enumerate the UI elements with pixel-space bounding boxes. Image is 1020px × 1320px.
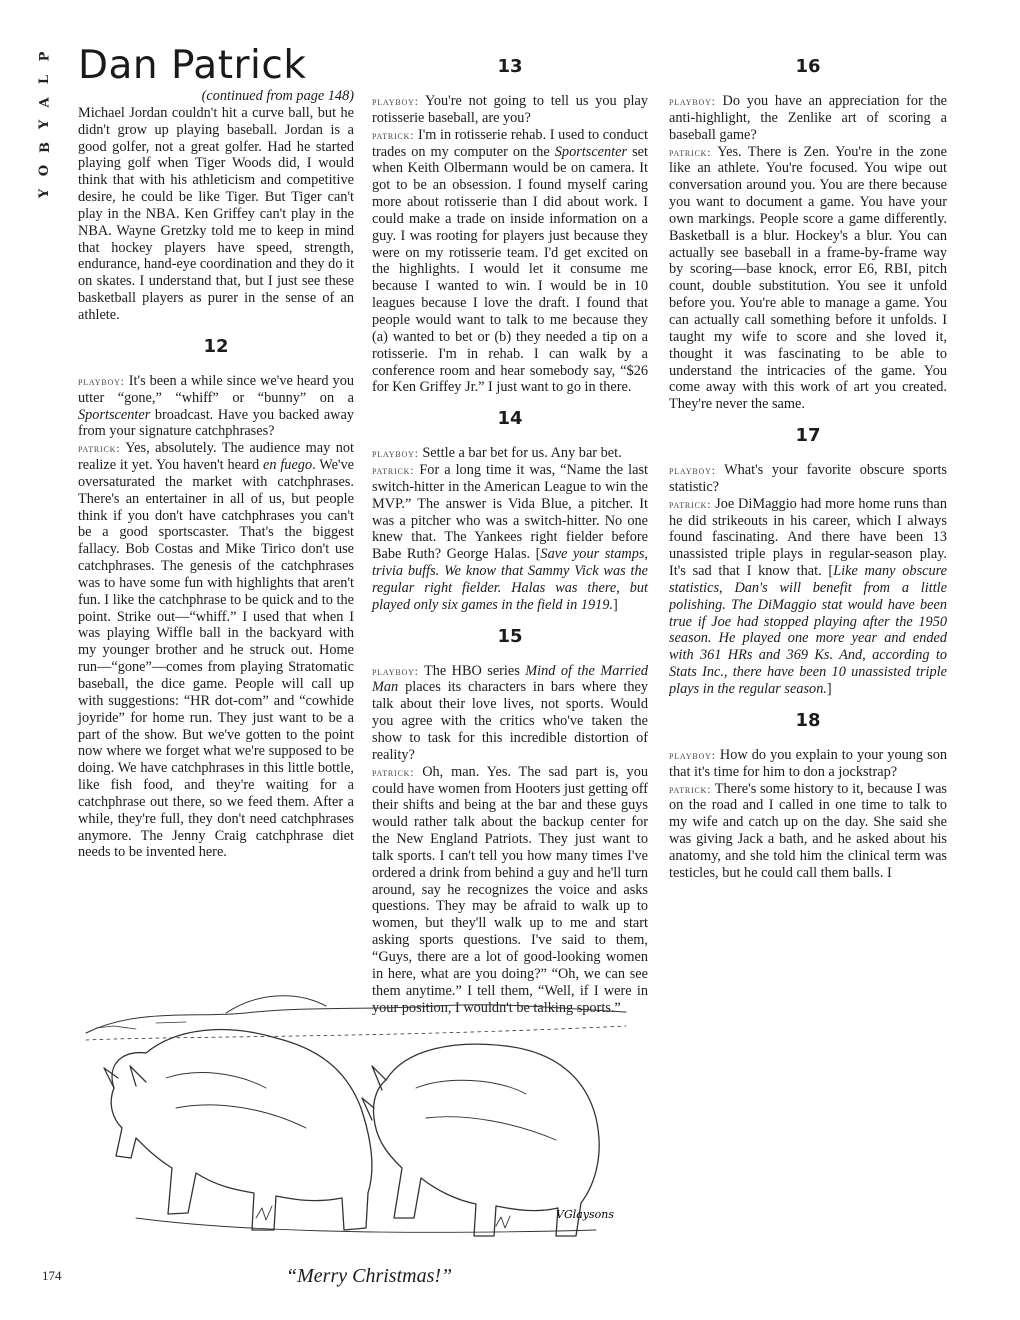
speaker-playboy: playboy: (669, 463, 716, 478)
answer-text-part: set when Keith Olbermann would be on camera. It got to be an obsession. I found myself caring more about rotisserie than I did about work. I could make a trade on inside information on a guy. I was rooting for players just because they were on my rotisserie team. I'd get excited on the highlights. I would let it consume me because I wanted to win. I would be in 10 leagues because I love the draft. I found that people would want to talk to me because they (a) wanted to bet or (b) they needed a tip on a rotisserie. I'm in rehab. I can walk by a conference room and hear somebody say, “$26 for Ken Griffey Jr.” I just want to go in there. (372, 143, 648, 396)
speaker-patrick: patrick: (372, 463, 415, 478)
masthead-letter: Y (37, 120, 53, 130)
question-16 (669, 93, 947, 413)
speaker-playboy: playboy: (372, 663, 419, 678)
question-number-15: 15 (497, 625, 523, 647)
speaker-patrick: patrick: (372, 127, 415, 142)
speaker-playboy: playboy: (669, 747, 716, 762)
question-number-16: 16 (795, 56, 821, 77)
speaker-playboy: playboy: (372, 446, 419, 461)
question-17 (669, 462, 947, 698)
body-paragraph: Michael Jordan couldn't hit a curve ball, but he didn't grow up playing baseball. Jordan is a good golfer, not a great golfer. Had he started playing golf when Tiger Woods did, I would think that with his athleticism and competitive desire, he could be like Tiger. But Tiger can't play in the NBA. Ken Griffey can't play in the NBA. Wayne Gretzky told me to keep in mind that hockey players have speed, strength, endurance, hand-eye coordination and they do it on skates. I understand that, but I just see these basketball players as purer in the sense of an athlete. (78, 104, 354, 323)
answer-17-text (669, 496, 947, 698)
speaker-playboy: playboy: (372, 94, 419, 108)
answer-18-text (669, 781, 947, 882)
answer-14-text (372, 462, 648, 614)
masthead-letter: P (37, 51, 53, 62)
title-italic: Sportscenter (554, 143, 628, 160)
question-13 (372, 93, 648, 396)
magazine-vertical-masthead (30, 50, 60, 200)
speaker-patrick: patrick: (669, 496, 712, 511)
speaker-playboy: playboy: (78, 373, 125, 388)
question-17-text (669, 462, 947, 496)
question-12-text: playboy: It's been a while since we've heard you utter “gone,” “whiff” or “bunny” on a Sportscenter broadcast. Have you backed away from your signature catchphrases? (78, 372, 354, 440)
question-number-18: 18 (795, 709, 821, 731)
masthead-letter: Y (37, 188, 53, 199)
question-number-13: 13 (497, 56, 523, 77)
question-text-part: Settle a bar bet for us. Any bar bet. (418, 445, 622, 462)
masthead-letter: B (37, 142, 53, 154)
answer-text-part: Yes. There is Zen. You're in the zone like an athlete. You're focused. You wipe out conversation around you. You are there because you want to document a game. You have your own markings. People score a game differently. Basketball is a blur. Hockey's a blur. You can actually see baseball in a frame-by-frame way by scoring—base knock, error E6, RBI, pitch count, double substitution. You see it unfold before you. You're able to manage a game. You can actually call something before it unfolds. I taught my wife to score and she loved it, thought it was fascinating to be able to understand the intricacies of the game. You come away with this work of art you created. They're never the same. (669, 143, 947, 413)
question-15 (372, 663, 648, 1017)
article-title: Dan Patrick (78, 43, 307, 88)
question-12 (78, 373, 354, 861)
speaker-patrick: patrick: (78, 441, 121, 456)
answer-12-text: patrick: Yes, absolutely. The audience may not realize it yet. You haven't heard en fuego. We've oversaturated the market with catchphrases. There's an entertainer in all of us, but people think if you don't have catchphrases you can't be a good sportscaster. That's the biggest fallacy. Bob Costas and Mike Tirico don't use catchphrases. The genesis of the catchphrases was to have some fun with highlights that aren't fun. I like the catchphrase to be quick and to the point. Strike out—“whiff.” I used that when I was playing Wiffle ball in the backyard with my younger brother and he struck out. Home run—“gone”—comes from playing Stratomatic baseball, the dice game. People will call up with suggestions: “HR dot-com” and “cowhide joyride” for home run. They just want to be a part of the show. But we've gotten to the point now where we forget what we're supposed to be doing. We have catchphrases in this little bottle, like fish food, and they're waiting for a catchphrase out there, so we feed them. After a while, they're full, they don't need catchphrases anymore. The Jenny Craig catchphrase diet needs to be invented here. (78, 440, 354, 861)
speaker-playboy: playboy: (669, 94, 716, 108)
title-italic: Mind of the Married Man (372, 662, 648, 696)
editor-note: Save your stamps, trivia buffs. We know that Sammy Vick was the regular right fielder. Halas was there, but played only six games in the field in 1919. (372, 546, 649, 613)
answer-text-part: Joe DiMaggio had more home runs than he did strikeouts in his career, which I always found fascinating. And there have been 13 unassisted triple plays in regular-season play. It's sad that I know that. [ (669, 495, 947, 580)
question-18-text (669, 747, 947, 781)
question-number-14: 14 (497, 408, 523, 430)
question-16-text (669, 93, 947, 144)
question-13-text (372, 93, 648, 127)
column-3 (669, 44, 947, 1294)
question-text-part: What's your favorite obscure sports statistic? (669, 462, 947, 495)
question-14-text (372, 445, 648, 462)
question-number-12: 12 (203, 335, 229, 357)
speaker-patrick: patrick: (669, 781, 712, 796)
artist-signature: VGlaysons (556, 1208, 615, 1221)
masthead-letter: A (37, 97, 53, 108)
question-text-part: The HBO series (418, 662, 526, 679)
answer-13-text (372, 127, 648, 397)
question-15-text (372, 663, 648, 764)
cartoon-caption: “Merry Christmas!” (286, 1265, 453, 1287)
masthead-letter: L (37, 74, 53, 84)
editor-note: Like many obscure statistics, Dan's will benefit from a little polishing. The DiMaggio stat would have been true if Joe had stopped playing after the 1950 season. He played one more year and ended with 361 HRs and 369 Ks. And, according to Stats Inc., there have been 10 unassisted triple plays in the regular season. (669, 563, 947, 697)
question-text-part: How do you explain to your young son that it's time for him to don a jockstrap? (669, 746, 947, 780)
column-1 (78, 44, 354, 861)
question-text-part: You're not going to tell us you play rotisserie baseball, are you? (372, 93, 648, 126)
masthead-letter: O (37, 164, 53, 177)
speaker-patrick: patrick: (669, 144, 712, 159)
rhino-cartoon-illustration (76, 968, 636, 1253)
speaker-patrick: patrick: (372, 764, 415, 779)
question-18 (669, 747, 947, 882)
question-text-part: Do you have an appreciation for the anti-highlight, the Zenlike art of scoring a baseball game? (669, 93, 947, 143)
page-number: 174 (42, 1268, 62, 1283)
answer-text-part: I'm in rotisserie rehab. I used to conduct trades on my computer on the (372, 126, 648, 160)
answer-text-part: For a long time it was, “Name the last switch-hitter in the American League to win the MVP.” The answer is Vida Blue, a pitcher. It was a pitcher who was a switch-hitter. No one knew that. The Yankees right fielder before Babe Ruth? George Halas. [ (372, 462, 648, 563)
editor-note-close: ] (613, 596, 618, 613)
editor-note-close: ] (826, 681, 832, 697)
question-14 (372, 445, 648, 613)
answer-16-text (669, 144, 947, 414)
question-text-part: places its characters in bars where they talk about their love lives, not sports. Would you agree with the critics who've taken the show to task for this incredible distortion of reality? (372, 679, 648, 763)
continued-note: (continued from page 148) (201, 88, 354, 104)
answer-text-part: There's some history to it, because I was on the road and I called in one time to talk to my wife and catch up on the day. She said she was giving Jack a bath, and he asked about his anatomy, and she told him the clinical term was testicles, but he could call them balls. I (669, 780, 947, 881)
column-2 (372, 44, 648, 1016)
answer-text-part: Oh, man. Yes. The sad part is, you could have women from Hooters just getting off their shifts and being at the bar and these guys would rather talk about the backup center for the New England Patriots. They just want to talk sports. I can't tell you how many times I've ordered a drink from behind a guy and he'll turn around, say he recognizes the voice and asks questions. They may be afraid to walk up to women, but they'll walk up to me and start asking sports questions. I've said to them, “Guys, there are a lot of good-looking women in here, what are you doing?” “Oh, we can see them anytime.” I tell them, “Well, if I were in your position, I wouldn't be talking sports.” (372, 763, 648, 1016)
question-number-17: 17 (795, 425, 821, 447)
